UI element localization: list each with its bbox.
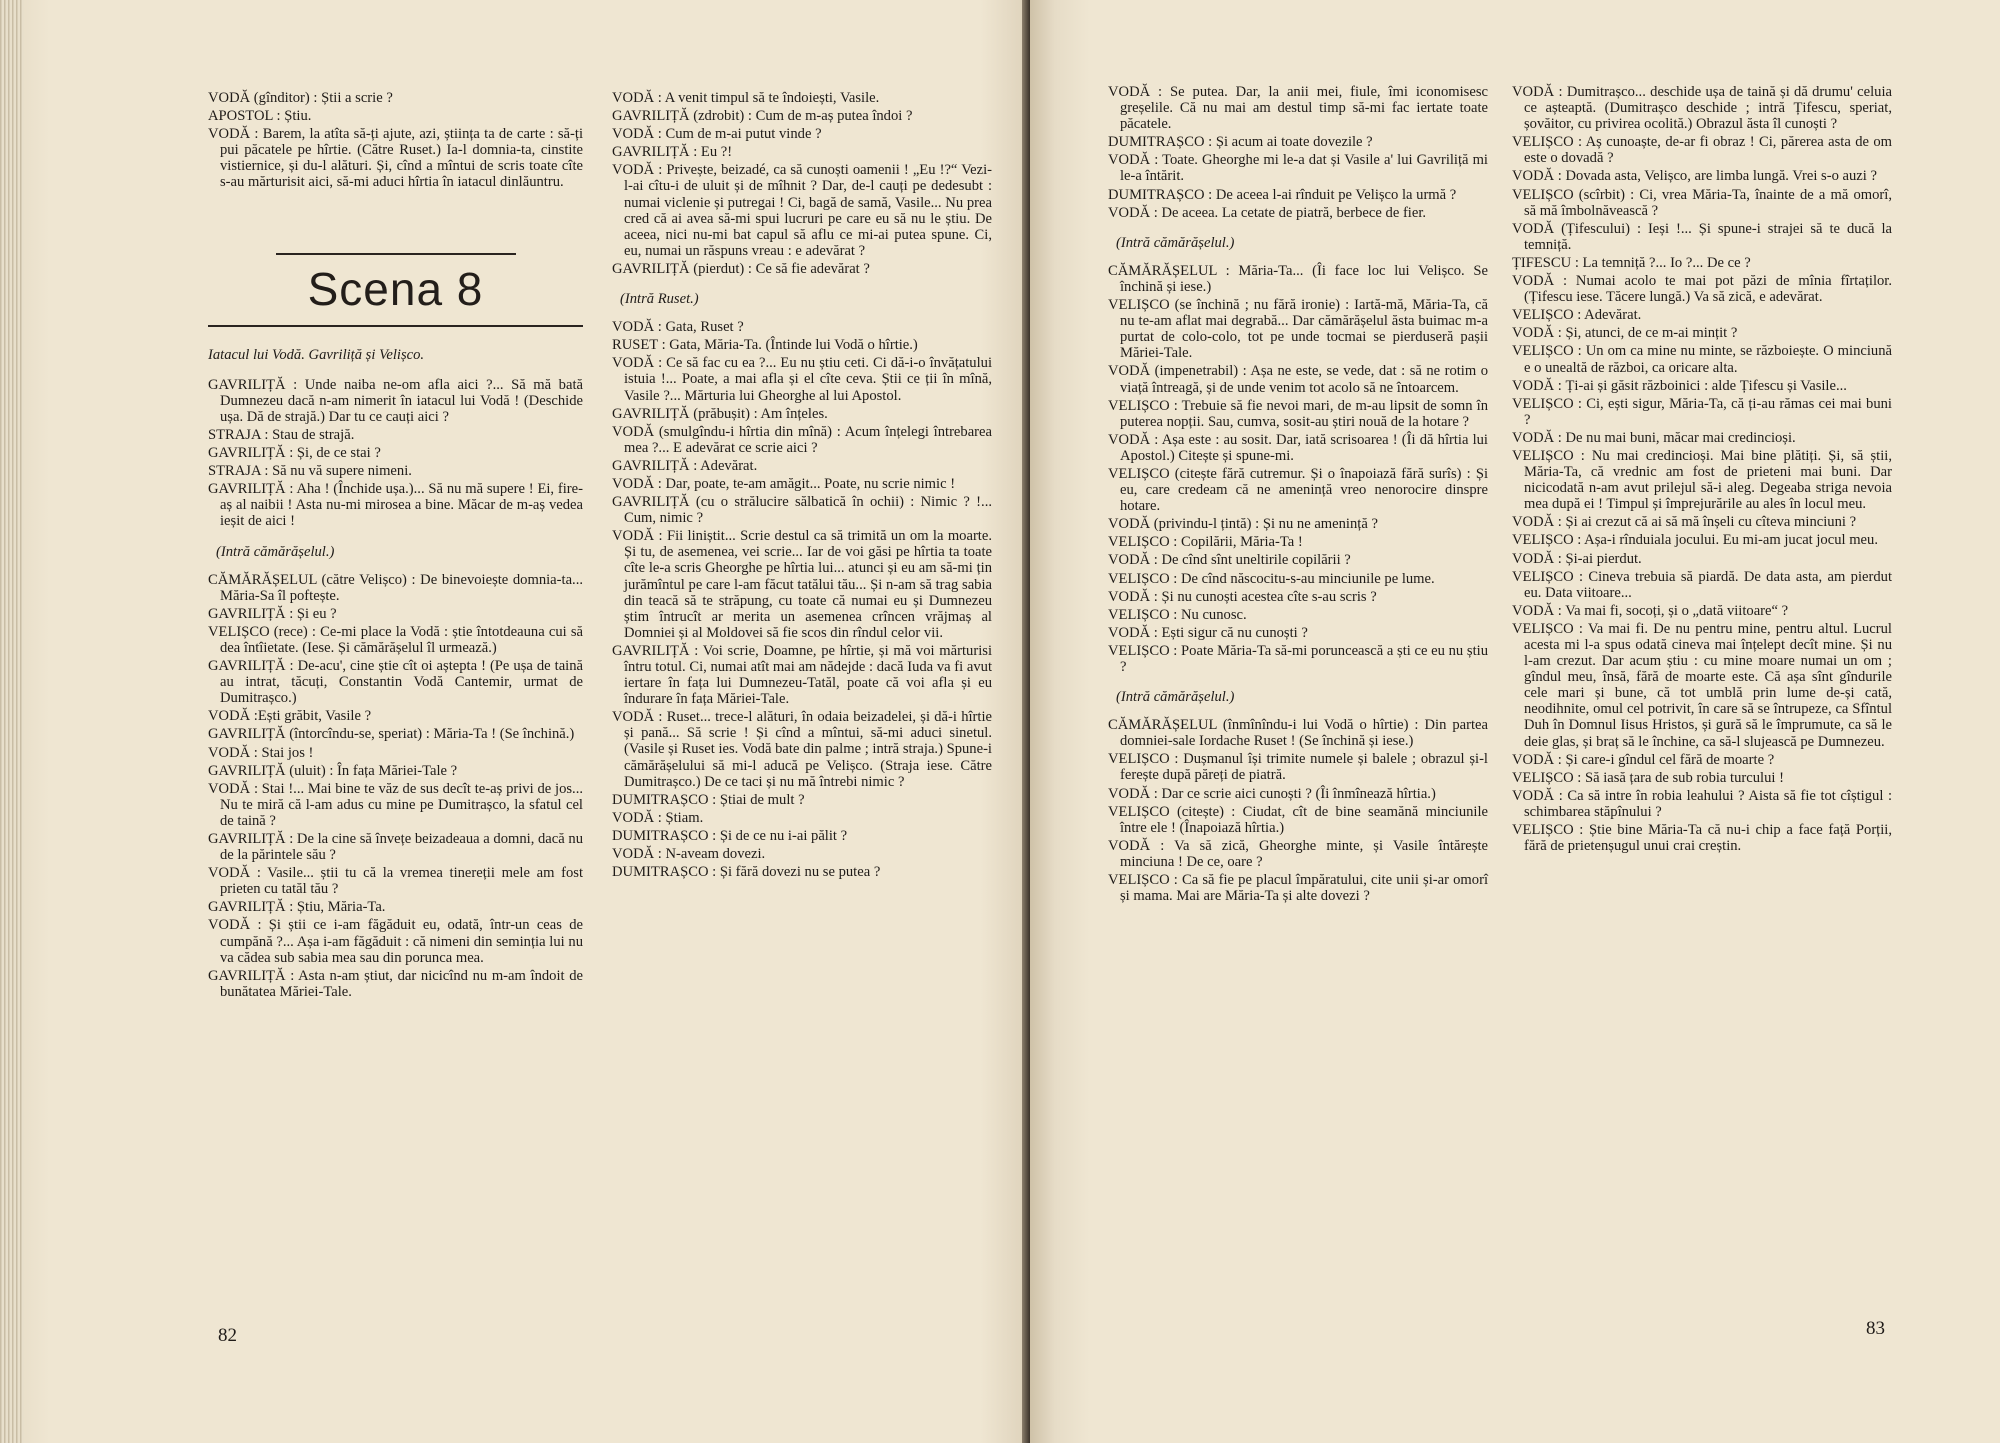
dialogue-line: GAVRILIȚĂ : Aha ! (Închide ușa.)... Să nu mă supere ! Ei, fire-aș al naibii ! Asta nu-mi mirosea a bine. Măcar de m-aș vedea ieșit de aici ! (208, 481, 583, 530)
dialogue-line: DUMITRAȘCO : Și de ce nu i-ai pălit ? (612, 827, 848, 844)
dialogue-line: VELIȘCO : Așa-i rînduiala jocului. Eu mi-am jucat jocul meu. (1512, 532, 1878, 549)
dialogue-line: VODĂ : A venit timpul să te îndoiești, Vasile. (612, 90, 880, 106)
dialogue-line: VELIȘCO : Adevărat. (1512, 307, 1642, 324)
dialogue-line: VODĂ : Gata, Ruset ? (612, 319, 744, 336)
dialogue-line: GAVRILIȚĂ : Asta n-am știut, dar nicicînd nu m-am îndoit de bunătatea Măriei-Tale. (208, 967, 583, 1000)
scene-location: Iatacul lui Vodă. Gavriliță și Velișco. (208, 346, 425, 363)
dialogue-line: VODĂ : Stai !... Mai bine te văz de sus decît te-aș privi de jos... Nu te miră că l-am adus cu mine pe Dumitrașco, la sfatul cel de taină ? (208, 780, 583, 829)
stage-direction: (Intră cămărășelul.) (216, 543, 335, 560)
dialogue-line: VODĂ : Se putea. Dar, la anii mei, fiule, îmi iconomisesc greșelile. Că nu mai am destul timp să-mi fac iertate toate păcatele. (1108, 84, 1488, 133)
dialogue-line: VODĂ : Și nu cunoști acestea cîte s-au scris ? (1108, 588, 1377, 605)
dialogue-line: VODĂ : Ești sigur că nu cunoști ? (1108, 624, 1308, 641)
dialogue-line: GAVRILIȚĂ : Și, de ce stai ? (208, 445, 381, 462)
dialogue-line: VODĂ : Dar ce scrie aici cunoști ? (Îi înmînează hîrtia.) (1108, 785, 1436, 802)
dialogue-line: GAVRILIȚĂ : Adevărat. (612, 457, 758, 474)
dialogue-line: DUMITRAȘCO : Știai de mult ? (612, 791, 805, 808)
dialogue-line: VODĂ : Așa este : au sosit. Dar, iată scrisoarea ! (Îi dă hîrtia lui Apostol.) Citește și spune-mi. (1108, 431, 1488, 464)
page-number-left: 82 (218, 1325, 237, 1346)
dialogue-line: VODĂ : Și care-i gîndul cel fără de moarte ? (1512, 751, 1775, 768)
dialogue-line: VODĂ :Ești grăbit, Vasile ? (208, 708, 372, 725)
right-column-1 (1108, 84, 1488, 906)
dialogue-line: VODĂ : De aceea. La cetate de piatră, berbece de fier. (1108, 204, 1427, 221)
dialogue-line: VELIȘCO (se închină ; nu fără ironie) : Iartă-mă, Măria-Ta, că nu te-am aflat mai degrabă... Dar cămărășelul ăsta buimac m-a purtat de colo-colo, tot pe unde tocmai se pierduseră pașii Măriei-Tale. (1108, 297, 1488, 362)
dialogue-line: VODĂ (Țifescului) : Ieși !... Și spune-i strajei să te ducă la temniță. (1512, 220, 1892, 253)
dialogue-line: GAVRILIȚĂ : De-acu', cine știe cît oi aștepta ! (Pe ușa de taină au intrat, tăcuți, Constantin Vodă Cantemir, urmat de Dumitrașco.) (208, 658, 583, 707)
dialogue-line: VELIȘCO : Va mai fi. De nu pentru mine, pentru altul. Lucrul acesta mi l-a spus odată cineva mai înțelept decît mine. Și nu l-am crezut. Dar acum știu : cu mine moare numai un om ; gîndul meu, însă, fără de moarte este. Că așa sînt gîndurile cele mari și bune, că tot umblă prin lume de-și cată, neodihnite, omul cel potrivit, în care să se întrupeze, ca Sfîntul Duh în Domnul Iisus Hristos, și gură să le împrumute, ca să le deie glas, și braț să le închine, ca să-l slujească pe Dumnezeu. (1512, 620, 1892, 750)
stage-direction: (Intră cămărășelul.) (1116, 234, 1235, 251)
dialogue-line: VELIȘCO : Poate Măria-Ta să-mi poruncească a ști ce eu nu știu ? (1108, 642, 1488, 675)
dialogue-line: VELIȘCO : Dușmanul își trimite numele și balele ; obrazul și-l ferește după păreți de piatră. (1108, 751, 1488, 784)
text-block (208, 572, 583, 1000)
dialogue-line: VELIȘCO : Nu cunosc. (1108, 606, 1247, 623)
dialogue-line: RUSET : Gata, Măria-Ta. (Întinde lui Vodă o hîrtie.) (612, 337, 918, 354)
dialogue-line: GAVRILIȚĂ : Știu, Măria-Ta. (208, 899, 386, 916)
dialogue-line: GAVRILIȚĂ : Unde naiba ne-om afla aici ?... Să mă bată Dumnezeu dacă n-am nimerit în iatacul lui Vodă ! (Deschide ușa. Dă de strajă.) Dar tu ce cauți aici ? (208, 376, 583, 425)
dialogue-line: VELIȘCO : Știe bine Măria-Ta că nu-i chip a face față Porții, fără de prietenșugul unui crai creștin. (1512, 822, 1892, 855)
dialogue-line: VELIȘCO (rece) : Ce-mi place la Vodă : știe întotdeauna cui să dea întîietate. (Iese. Și cămărășelul îl urmează.) (208, 623, 583, 656)
dialogue-line: VODĂ : Privește, beizadé, ca să cunoști oamenii ! „Eu !?“ Vezi-l-ai cîtu-i de uluit și de mîhnit ? Dar, de-l cauți pe dedesubt : numai viclenie și putregai ! Ci, bagă de samă, Vasile... Nu prea cred că ai avea să-mi spui lucruri pe care eu să nu le știu. De aceea, nici nu-mi bat capul să aflu ce mi-ai putea spune. Ci, eu, numai un răspuns vreau : e adevărat ? (612, 162, 992, 259)
dialogue-line: VODĂ : N-aveam dovezi. (612, 846, 766, 863)
dialogue-line: GAVRILIȚĂ : Voi scrie, Doamne, pe hîrtie, și mă voi mărturisi întru totul. Ci, numai atît mai am nădejde : dacă Iuda va fi avut iertare în fața lui Dumnezeu-Tatăl, poate că voi afla și eu îndurare în fața Măriei-Tale. (612, 642, 992, 708)
text-block (612, 90, 992, 277)
stage-direction: (Intră cămărășelul.) (1116, 689, 1235, 706)
dialogue-line: VELIȘCO : Să iasă țara de sub robia turcului ! (1512, 769, 1784, 786)
dialogue-line: VODĂ : Fii liniștit... Scrie destul ca să trimită un om la moarte. Și tu, de asemenea, vei scrie... Iar de voi găsi pe hîrtia ta toate cîte le-a scris Gheorghe pe hîrtia lui... atunci și eu am să-mi țin jurămîntul pe care l-am făcut tatălui tău... Și n-am să trag sabia din teacă să te străpung, cu toate că numai eu și Dumnezeu știm întrucît ar merita un asemenea crîncen vrăjmaș al Domniei și al Moldovei să fie scos din rîndul celor vii. (612, 528, 992, 641)
dialogue-line: GAVRILIȚĂ : Eu ?! (612, 144, 733, 161)
page-number-right: 83 (1866, 1318, 1885, 1339)
dialogue-line: DUMITRAȘCO : Și acum ai toate dovezile ? (1108, 134, 1373, 151)
dialogue-line: VODĂ : Ți-ai și găsit războinici : alde Țifescu și Vasile... (1512, 377, 1847, 394)
dialogue-line: VODĂ : Numai acolo te mai pot păzi de mînia fîrtaților. (Țifescu iese. Tăcere lungă.) Va să zică, e adevărat. (1512, 273, 1892, 306)
dialogue-line: VELIȘCO : Cineva trebuia să piardă. De data asta, am pierdut eu. Data viitoare... (1512, 568, 1892, 601)
dialogue-line: GAVRILIȚĂ (prăbușit) : Am înțeles. (612, 405, 828, 422)
dialogue-line: DUMITRAȘCO : Și fără dovezi nu se putea ? (612, 864, 881, 881)
dialogue-line: CĂMĂRĂȘELUL (înmînîndu-i lui Vodă o hîrtie) : Din partea domniei-sale Iordache Ruset ! (Se închină și iese.) (1108, 717, 1488, 750)
dialogue-line: GAVRILIȚĂ (întorcîndu-se, speriat) : Măria-Ta ! (Se închină.) (208, 726, 575, 743)
dialogue-line: VODĂ : Va să zică, Gheorghe minte, și Vasile întărește minciuna ! De ce, oare ? (1108, 837, 1488, 870)
dialogue-line: VELIȘCO : Ci, ești sigur, Măria-Ta, că ți-au rămas cei mai buni ? (1512, 395, 1892, 428)
dialogue-line: VELIȘCO (scîrbit) : Ci, vrea Măria-Ta, înainte de a mă omorî, să mă îmbolnăvească ? (1512, 186, 1892, 219)
dialogue-line: GAVRILIȚĂ (cu o strălucire sălbatică în ochii) : Nimic ? !... Cum, nimic ? (612, 494, 992, 527)
dialogue-line: CĂMĂRĂȘELUL (către Velișco) : De binevoiește domnia-ta... Măria-Sa îl poftește. (208, 571, 583, 604)
dialogue-line: VODĂ : Barem, la atîta să-ți ajute, azi, știința ta de carte : să-ți pui păcatele pe hîrtie. (Către Ruset.) Ia-l domnia-ta, cinstite vistiernice, și du-l alături. Și, cînd a mîntui de scris toate cîte s-au mărturisit aici, să-mi aduci hîrtia în iatacul dinlăuntru. (208, 126, 583, 191)
text-block (208, 377, 583, 530)
dialogue-line: APOSTOL : Știu. (208, 108, 312, 125)
dialogue-line: VELIȘCO : Copilării, Măria-Ta ! (1108, 534, 1303, 551)
dialogue-line: VODĂ : Ce să fac cu ea ?... Eu nu știu ceti. Ci dă-i-o învățatului istuia !... Poate, a mai afla și el cîte ceva. Știi ce ții în mînă, Vasile ?... Mărturia lui Gheorghe al lui Apostol. (612, 355, 992, 404)
dialogue-line: VODĂ : Și, atunci, de ce m-ai mințit ? (1512, 325, 1738, 342)
dialogue-line: VODĂ : Știam. (612, 809, 704, 826)
text-block (612, 319, 992, 880)
dialogue-line: GAVRILIȚĂ (pierdut) : Ce să fie adevărat ? (612, 260, 870, 277)
right-column-2 (1512, 84, 1892, 856)
right-page (1030, 0, 2000, 1443)
dialogue-line: VODĂ : Și ai crezut că ai să mă înșeli cu cîteva minciuni ? (1512, 514, 1857, 531)
dialogue-line: VODĂ (privindu-l țintă) : Și nu ne amenință ? (1108, 516, 1378, 533)
dialogue-line: VELIȘCO : Trebuie să fie nevoi mari, de m-au lipsit de somn în puterea nopții. Sau, cumva, sosit-au știri nouă de la hotare ? (1108, 397, 1488, 430)
dialogue-line: GAVRILIȚĂ : Și eu ? (208, 605, 337, 622)
dialogue-line: VODĂ : Cum de m-ai putut vinde ? (612, 126, 822, 143)
dialogue-line: VODĂ : Ruset... trece-l alături, în odaia beizadelei, și dă-i hîrtie și pană... Să scrie ! Și cînd a mîntui, să-mi aduci sinetul. (Vasile și Ruset ies. Vodă bate din palme ; intră straja.) Spune-i cămărășelului să mi-l aducă pe Velișco. (Straja iese. Către Dumitrașco.) De ce taci și nu mă întrebi nimic ? (612, 709, 992, 790)
dialogue-line: STRAJA : Stau de strajă. (208, 426, 355, 443)
dialogue-line: VELIȘCO : Nu mai credincioși. Mai bine plătiți. Și, să știi, Măria-Ta, că vrednic am fost de prieteni mai buni. Dar nicicodată n-am avut prilejul să-i aleg. Degeaba striga nevoia mea după ei ! Timpul și împrejurările au ales în locul meu. (1512, 447, 1892, 513)
left-column-2 (612, 90, 992, 882)
dialogue-line: VODĂ : De cînd sînt uneltirile copilării ? (1108, 552, 1351, 569)
text-block (1512, 84, 1892, 854)
dialogue-line: VODĂ : De nu mai buni, măcar mai credincioși. (1512, 429, 1796, 446)
dialogue-line: GAVRILIȚĂ : De la cine să învețe beizadeaua a domni, dacă nu de la părintele său ? (208, 831, 583, 864)
dialogue-line: VELIȘCO : De cînd născocitu-s-au minciunile pe lume. (1108, 570, 1435, 587)
dialogue-line: VODĂ : Toate. Gheorghe mi le-a dat și Vasile a' lui Gavriliță mi le-a întărit. (1108, 152, 1488, 185)
dialogue-line: VODĂ : Stai jos ! (208, 744, 314, 761)
dialogue-line: VODĂ : Dovada asta, Velișco, are limba lungă. Vrei s-o auzi ? (1512, 168, 1877, 185)
dialogue-line: VODĂ : Dar, poate, te-am amăgit... Poate, nu scrie nimic ! (612, 475, 956, 492)
dialogue-line: VODĂ : Și știi ce i-am făgăduit eu, odată, într-un ceas de cumpănă ?... Așa i-am făgăduit : că nimeni din seminția lui nu va cădea sub sabia mea sau din porunca mea. (208, 917, 583, 966)
dialogue-line: VELIȘCO : Un om ca mine nu minte, se războiește. O minciună e o unealtă de război, ca oricare alta. (1512, 343, 1892, 376)
dialogue-line: VELIȘCO (citește fără cutremur. Și o înapoiază fără surîs) : Și eu, care credeam că ne amenință vreo nenorocire dinspre hotare. (1108, 465, 1488, 515)
dialogue-line: VODĂ (gînditor) : Știi a scrie ? (208, 90, 393, 106)
dialogue-line: VODĂ (impenetrabil) : Așa ne este, se vede, dat : să ne rotim o viață întreagă, și de unde venim tot acolo să ne întoarcem. (1108, 363, 1488, 396)
dialogue-line: VODĂ : Ca să intre în robia leahului ? Aista să fie tot cîștigul : schimbarea stăpînului ? (1512, 787, 1892, 820)
dialogue-line: VODĂ (smulgîndu-i hîrtia din mînă) : Acum înțelegi întrebarea mea ?... E adevărat ce scrie aici ? (612, 423, 992, 456)
dialogue-line: VELIȘCO (citește) : Ciudat, cît de bine seamănă minciunile între ele ! (Înapoiază hîrtia.) (1108, 803, 1488, 836)
dialogue-line: STRAJA : Să nu vă supere nimeni. (208, 463, 412, 480)
dialogue-line: GAVRILIȚĂ (zdrobit) : Cum de m-aș putea îndoi ? (612, 108, 913, 125)
stage-direction: (Intră Ruset.) (620, 291, 699, 308)
scene-title: Scena 8 (307, 262, 484, 315)
dialogue-line: VELIȘCO : Ca să fie pe placul împăratului, cite unii și-ar omorî și mama. Mai are Măria-Ta și alte dovezi ? (1108, 872, 1488, 905)
dialogue-line: ȚIFESCU : La temniță ?... Io ?... De ce ? (1512, 254, 1751, 271)
text-block (1108, 84, 1488, 221)
dialogue-line: VODĂ : Și-ai pierdut. (1512, 550, 1642, 567)
dialogue-line: VODĂ : Dumitrașco... deschide ușa de taină și dă drumu' celuia ce așteaptă. (Dumitrașco deschide ; intră Țifescu, speriat, șovăitor, cu privirea ocolită.) Obrazul ăsta îl cunoști ? (1512, 84, 1892, 133)
text-block (1108, 717, 1488, 904)
text-block (1108, 263, 1488, 675)
dialogue-line: GAVRILIȚĂ (uluit) : În fața Măriei-Tale ? (208, 762, 458, 779)
dialogue-line: VODĂ : Va mai fi, socoți, și o „dată viitoare“ ? (1512, 602, 1789, 619)
left-column-1 (208, 90, 583, 1002)
scene-rule-top (276, 253, 516, 255)
dialogue-line: VODĂ : Vasile... știi tu că la vremea tinereții mele am fost prieten cu tatăl tău ? (208, 865, 583, 898)
dialogue-line: VELIȘCO : Aș cunoaște, de-ar fi obraz ! Ci, părerea asta de om este o dovadă ? (1512, 134, 1892, 167)
dialogue-line: DUMITRAȘCO : De aceea l-ai rînduit pe Velișco la urmă ? (1108, 186, 1457, 203)
text-block (208, 90, 583, 191)
dialogue-line: CĂMĂRĂȘELUL : Măria-Ta... (Îi face loc lui Velișco. Se închină și iese.) (1108, 262, 1488, 295)
page-edge (0, 0, 24, 1443)
